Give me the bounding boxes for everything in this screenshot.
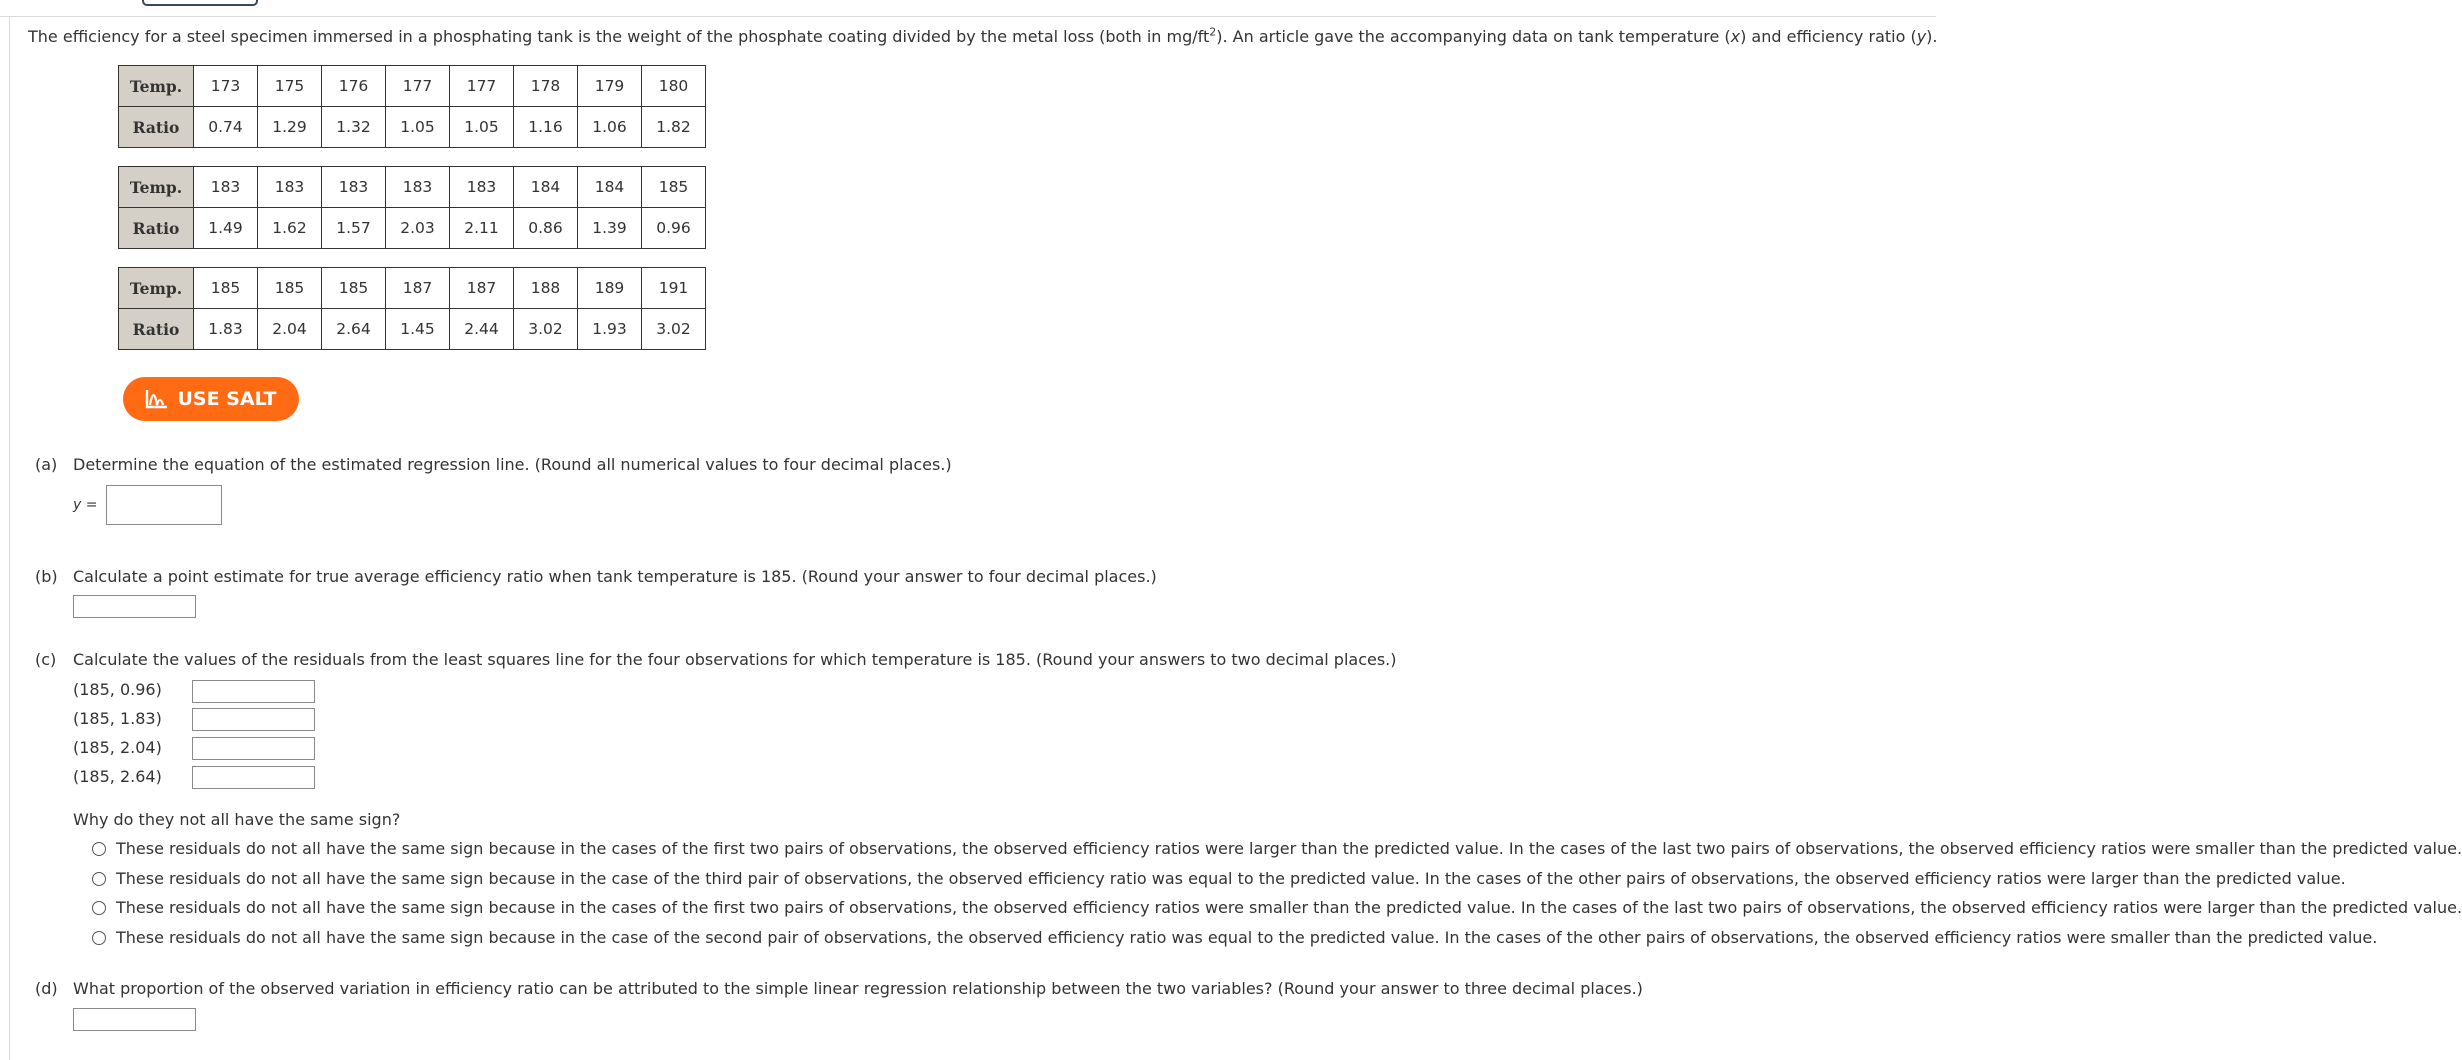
data-table-2	[118, 166, 706, 249]
left-divider	[9, 17, 10, 1060]
ratio-cell: 3.02	[514, 309, 578, 350]
residual-input-4[interactable]	[192, 766, 315, 789]
residual-point-label: (185, 1.83)	[73, 709, 162, 728]
temp-cell: 185	[642, 167, 706, 208]
part-c-letter: (c)	[35, 650, 57, 669]
temp-row	[119, 167, 706, 208]
temp-cell: 176	[322, 66, 386, 107]
sign-option-2[interactable]	[92, 869, 2346, 888]
ratio-cell: 1.45	[386, 309, 450, 350]
temp-cell: 187	[450, 268, 514, 309]
ratio-row	[119, 208, 706, 249]
part-d-question: What proportion of the observed variation in efficiency ratio can be attributed to the simple linear regression relationship between the two variables? (Round your answer to three decimal places.)	[73, 979, 1643, 998]
temp-cell: 188	[514, 268, 578, 309]
radio-button[interactable]	[92, 872, 106, 886]
temp-cell: 185	[258, 268, 322, 309]
part-b-letter: (b)	[35, 567, 58, 586]
part-c-question: Calculate the values of the residuals from the least squares line for the four observations for which temperature is 185. (Round your answers to two decimal places.)	[73, 650, 1397, 669]
ratio-row	[119, 107, 706, 148]
ratio-cell: 1.16	[514, 107, 578, 148]
temp-header: Temp.	[119, 66, 194, 107]
residual-input-2[interactable]	[192, 708, 315, 731]
temp-cell: 191	[642, 268, 706, 309]
intro-y-var: y	[1916, 27, 1927, 46]
top-divider	[0, 16, 1936, 17]
temp-header: Temp.	[119, 268, 194, 309]
residual-input-3[interactable]	[192, 737, 315, 760]
point-estimate-input[interactable]	[73, 595, 196, 618]
option-text: These residuals do not all have the same sign because in the case of the third pair of observations, the observed efficiency ratio was equal to the predicted value. In the cases of the other pairs of observations, the observed efficiency ratios were larger than the predicted value.	[116, 869, 2346, 888]
regression-equation-input[interactable]	[106, 485, 222, 525]
radio-button[interactable]	[92, 931, 106, 945]
temp-cell: 187	[386, 268, 450, 309]
ratio-header: Ratio	[119, 208, 194, 249]
part-b-question: Calculate a point estimate for true average efficiency ratio when tank temperature is 185. (Round your answer to four decimal places.)	[73, 567, 1157, 586]
temp-cell: 185	[194, 268, 258, 309]
temp-cell: 178	[514, 66, 578, 107]
temp-cell: 175	[258, 66, 322, 107]
temp-cell: 179	[578, 66, 642, 107]
proportion-input[interactable]	[73, 1008, 196, 1031]
part-a-question: Determine the equation of the estimated regression line. (Round all numerical values to four decimal places.)	[73, 455, 952, 474]
ratio-cell: 2.44	[450, 309, 514, 350]
ratio-row	[119, 309, 706, 350]
ratio-cell: 1.62	[258, 208, 322, 249]
ratio-cell: 1.82	[642, 107, 706, 148]
ratio-cell: 1.32	[322, 107, 386, 148]
ratio-cell: 1.05	[450, 107, 514, 148]
ratio-cell: 1.57	[322, 208, 386, 249]
temp-cell: 173	[194, 66, 258, 107]
ratio-header: Ratio	[119, 309, 194, 350]
use-salt-label: USE SALT	[177, 388, 277, 410]
temp-cell: 185	[322, 268, 386, 309]
temp-header: Temp.	[119, 167, 194, 208]
ratio-cell: 1.49	[194, 208, 258, 249]
temp-cell: 183	[386, 167, 450, 208]
intro-superscript: 2	[1209, 25, 1217, 39]
temp-cell: 183	[450, 167, 514, 208]
ratio-cell: 0.96	[642, 208, 706, 249]
ratio-cell: 3.02	[642, 309, 706, 350]
intro-text-end: ).	[1926, 27, 1938, 46]
residual-point-label: (185, 2.64)	[73, 767, 162, 786]
intro-x-var: x	[1730, 27, 1741, 46]
temp-cell: 189	[578, 268, 642, 309]
option-text: These residuals do not all have the same sign because in the cases of the first two pairs of observations, the observed efficiency ratios were larger than the predicted value. In the cases of the last two pairs of observations, the observed efficiency ratios were smaller than the predicted value.	[116, 839, 2462, 858]
intro-text: The efficiency for a steel specimen immersed in a phosphating tank is the weight of the phosphate coating divided by the metal loss (both in mg/ft	[28, 27, 1210, 46]
part-a-y-label: y =	[73, 497, 98, 513]
salt-chart-icon	[145, 388, 169, 410]
use-salt-button[interactable]	[123, 377, 299, 421]
temp-cell: 183	[194, 167, 258, 208]
residual-input-1[interactable]	[192, 680, 315, 703]
temp-cell: 177	[386, 66, 450, 107]
temp-row	[119, 268, 706, 309]
temp-cell: 177	[450, 66, 514, 107]
sign-option-1[interactable]	[92, 839, 2462, 858]
part-d-letter: (d)	[35, 979, 58, 998]
ratio-cell: 1.05	[386, 107, 450, 148]
ratio-cell: 1.83	[194, 309, 258, 350]
radio-button[interactable]	[92, 842, 106, 856]
ratio-cell: 1.06	[578, 107, 642, 148]
ratio-cell: 2.04	[258, 309, 322, 350]
ratio-cell: 1.39	[578, 208, 642, 249]
data-table-3	[118, 267, 706, 350]
ratio-cell: 0.86	[514, 208, 578, 249]
temp-row	[119, 66, 706, 107]
ratio-cell: 1.93	[578, 309, 642, 350]
option-text: These residuals do not all have the same sign because in the case of the second pair of observations, the observed efficiency ratio was equal to the predicted value. In the cases of the other pairs of observations, the observed efficiency ratios were smaller than the predicted value.	[116, 928, 2378, 947]
ratio-cell: 2.11	[450, 208, 514, 249]
data-table-1	[118, 65, 706, 148]
intro-text-2: ). An article gave the accompanying data on tank temperature (	[1216, 27, 1731, 46]
sign-option-4[interactable]	[92, 928, 2377, 947]
part-a-letter: (a)	[35, 455, 58, 474]
radio-button[interactable]	[92, 901, 106, 915]
residual-point-label: (185, 0.96)	[73, 680, 162, 699]
temp-cell: 183	[258, 167, 322, 208]
temp-cell: 183	[322, 167, 386, 208]
top-tab-indicator[interactable]	[142, 0, 258, 6]
option-text: These residuals do not all have the same sign because in the cases of the first two pairs of observations, the observed efficiency ratios were smaller than the predicted value. In the cases of the last two pairs of observations, the observed efficiency ratios were larger than the predicted value.	[116, 898, 2462, 917]
ratio-cell: 2.64	[322, 309, 386, 350]
ratio-cell: 2.03	[386, 208, 450, 249]
ratio-cell: 0.74	[194, 107, 258, 148]
residual-point-label: (185, 2.04)	[73, 738, 162, 757]
ratio-cell: 1.29	[258, 107, 322, 148]
ratio-header: Ratio	[119, 107, 194, 148]
temp-cell: 184	[578, 167, 642, 208]
problem-intro	[28, 27, 1938, 46]
intro-text-3: ) and efficiency ratio (	[1740, 27, 1917, 46]
temp-cell: 180	[642, 66, 706, 107]
why-question: Why do they not all have the same sign?	[73, 810, 401, 829]
temp-cell: 184	[514, 167, 578, 208]
sign-option-3[interactable]	[92, 898, 2462, 917]
